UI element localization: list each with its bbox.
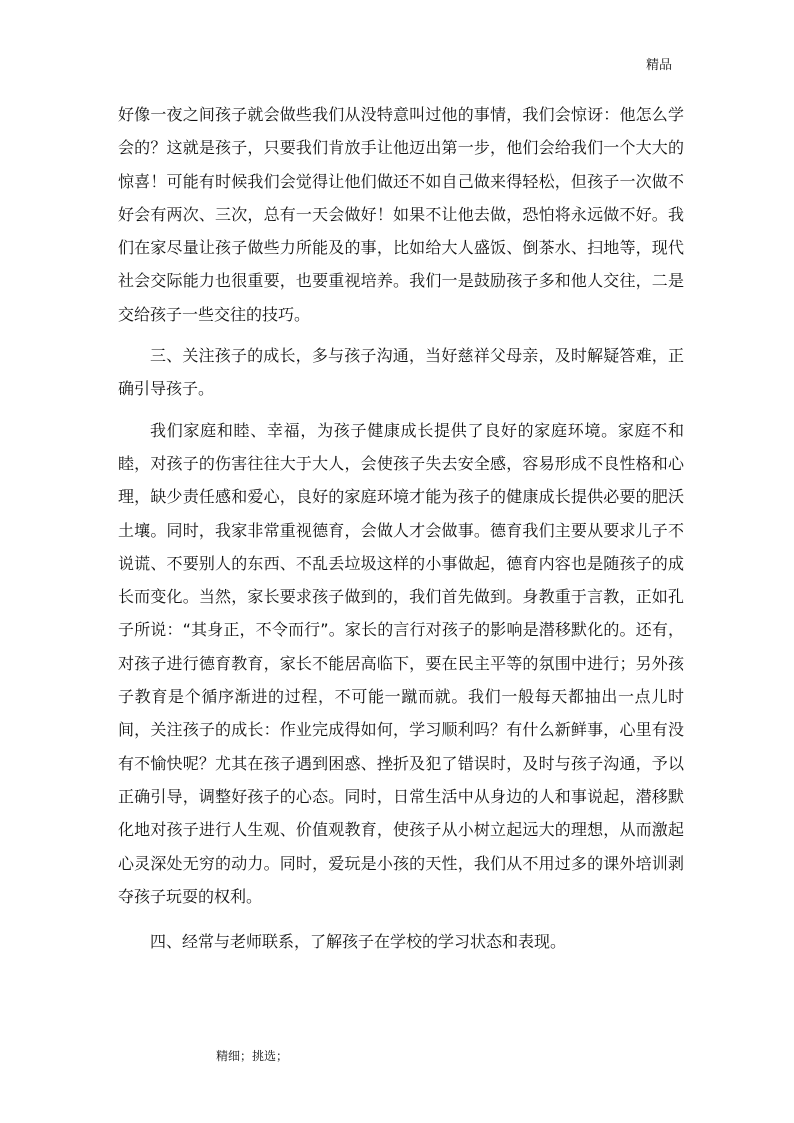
section-three-heading: 三、关注孩子的成长，多与孩子沟通，当好慈祥父母亲，及时解疑答难，正确引导孩子。 [118, 346, 684, 399]
section-four-heading: 四、经常与老师联系，了解孩子在学校的学习状态和表现。 [150, 932, 567, 952]
document-content [118, 98, 684, 958]
section-three-body: 我们家庭和睦、幸福，为孩子健康成长提供了良好的家庭环境。家庭不和睦，对孩子的伤害往往大于大人，会使孩子失去安全感，容易形成不良性格和心理，缺少责任感和爱心，良好的家庭环境才能为孩子的健康成长提供必要的肥沃土壤。同时，我家非常重视德育，会做人才会做事。德育我们主要从要求儿子不说谎、不要别人的东西、不乱丢垃圾这样的小事做起，德育内容也是随孩子的成长而变化。当然，家长要求孩子做到的，我们首先做到。身教重于言教，正如孔子所说：“其身正，不令而行”。家长的言行对孩子的影响是潜移默化的。还有，对孩子进行德育教育，家长不能居高临下，要在民主平等的氛围中进行；另外孩子教育是个循序渐进的过程，不可能一蹴而就。我们一般每天都抽出一点儿时间，关注孩子的成长：作业完成得如何，学习顺利吗？有什么新鲜事，心里有没有不愉快呢？尤其在孩子遇到困惑、挫折及犯了错误时，及时与孩子沟通，予以正确引导，调整好孩子的心态。同时，日常生活中从身边的人和事说起，潜移默化地对孩子进行人生观、价值观教育，使孩子从小树立起远大的理想，从而激起心灵深处无穷的动力。同时，爱玩是小孩的天性，我们从不用过多的课外培训剥夺孩子玩耍的权利。 [118, 420, 684, 906]
opening-paragraph: 好像一夜之间孩子就会做些我们从没特意叫过他的事情，我们会惊讶：他怎么学会的？这就是孩子，只要我们肯放手让他迈出第一步，他们会给我们一个大大的惊喜！可能有时候我们会觉得让他们做还不如自己做来得轻松，但孩子一次做不好会有两次、三次，总有一天会做好！如果不让他去做，恐怕将永远做不好。我们在家尽量让孩子做些力所能及的事，比如给大人盛饭、倒茶水、扫地等，现代社会交际能力也很重要，也要重视培养。我们一是鼓励孩子多和他人交往，二是交给孩子一些交往的技巧。 [118, 105, 684, 324]
footer-mark: 精细；挑选； [216, 1049, 289, 1063]
header-mark: 精品 [645, 58, 672, 73]
